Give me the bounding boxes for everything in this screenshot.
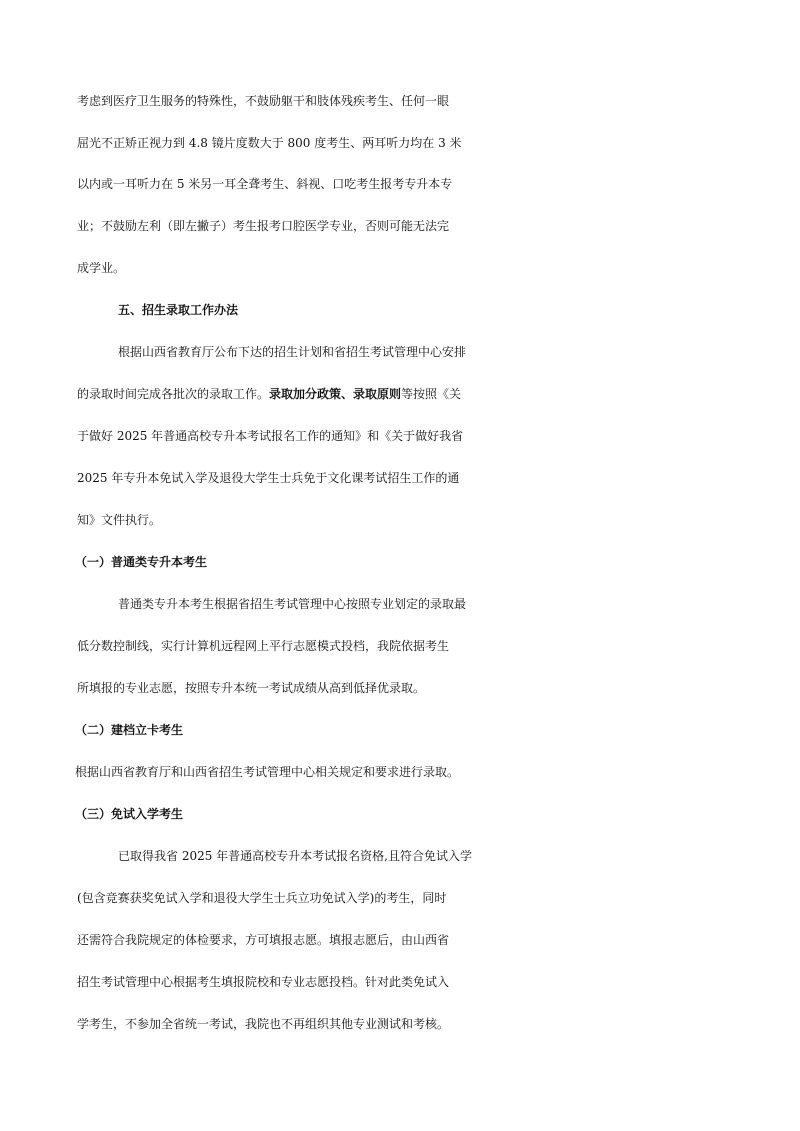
subsection-three-line-3: 还需符合我院规定的体检要求，方可填报志愿。填报志愿后，由山西省: [77, 933, 450, 947]
section-five-line-3: 于做好 2025 年普通高校专升本考试报名工作的通知》和《关于做好我省: [77, 429, 464, 443]
section-five-heading: 五、招生录取工作办法: [118, 303, 239, 317]
subsection-one-line-2: 低分数控制线，实行计算机远程网上平行志愿模式投档，我院依据考生: [77, 639, 450, 653]
subsection-three-line-1: 已取得我省 2025 年普通高校专升本考试报名资格,且符合免试入学: [118, 849, 472, 863]
section-five-line-5: 知》文件执行。: [77, 513, 162, 527]
intro-line-4: 业；不鼓励左利（即左撇子）考生报考口腔医学专业，否则可能无法完: [77, 219, 450, 233]
subsection-one-line-1: 普通类专升本考生根据省招生考试管理中心按照专业划定的录取最: [118, 597, 467, 611]
section-five-line-2: [0, 379, 800, 409]
section-five-line-4: 2025 年专升本免试入学及退役大学生士兵免于文化课考试招生工作的通: [77, 471, 460, 485]
subsection-one-line-3: 所填报的专业志愿，按照专升本统一考试成绩从高到低择优录取。: [77, 681, 426, 695]
intro-line-2: 屈光不正矫正视力到 4.8 镜片度数大于 800 度考生、两耳听力均在 3 米: [77, 136, 462, 150]
subsection-three-line-5: 学考生，不参加全省统一考试，我院也不再组织其他专业测试和考核。: [77, 1017, 450, 1031]
admission-policy-emphasis: 录取加分政策、录取原则: [269, 387, 402, 401]
section-five-line-1: 根据山西省教育厅公布下达的招生计划和省招生考试管理中心安排: [118, 345, 467, 359]
subsection-three-heading: （三）免试入学考生: [75, 807, 184, 821]
intro-line-1: 考虑到医疗卫生服务的特殊性，不鼓励躯干和肢体残疾考生、任何一眼: [77, 94, 450, 108]
subsection-three-line-4: 招生考试管理中心根据考生填报院校和专业志愿投档。针对此类免试入: [77, 975, 450, 989]
subsection-two-heading: （二）建档立卡考生: [75, 723, 184, 737]
subsection-three-line-2: (包含竞赛获奖免试入学和退役大学生士兵立功免试入学)的考生，同时: [77, 891, 447, 905]
section-five-line-2-start: 的录取时间完成各批次的录取工作。: [77, 387, 270, 401]
section-five-line-2-end: 等按照《关: [401, 387, 462, 401]
subsection-one-heading: （一）普通类专升本考生: [75, 555, 208, 569]
intro-line-5: 成学业。: [77, 261, 126, 275]
subsection-two-line-1: 根据山西省教育厅和山西省招生考试管理中心相关规定和要求进行录取。: [75, 765, 460, 779]
intro-line-3: 以内或一耳听力在 5 米另一耳全聋考生、斜视、口吃考生报考专升本专: [77, 177, 453, 191]
